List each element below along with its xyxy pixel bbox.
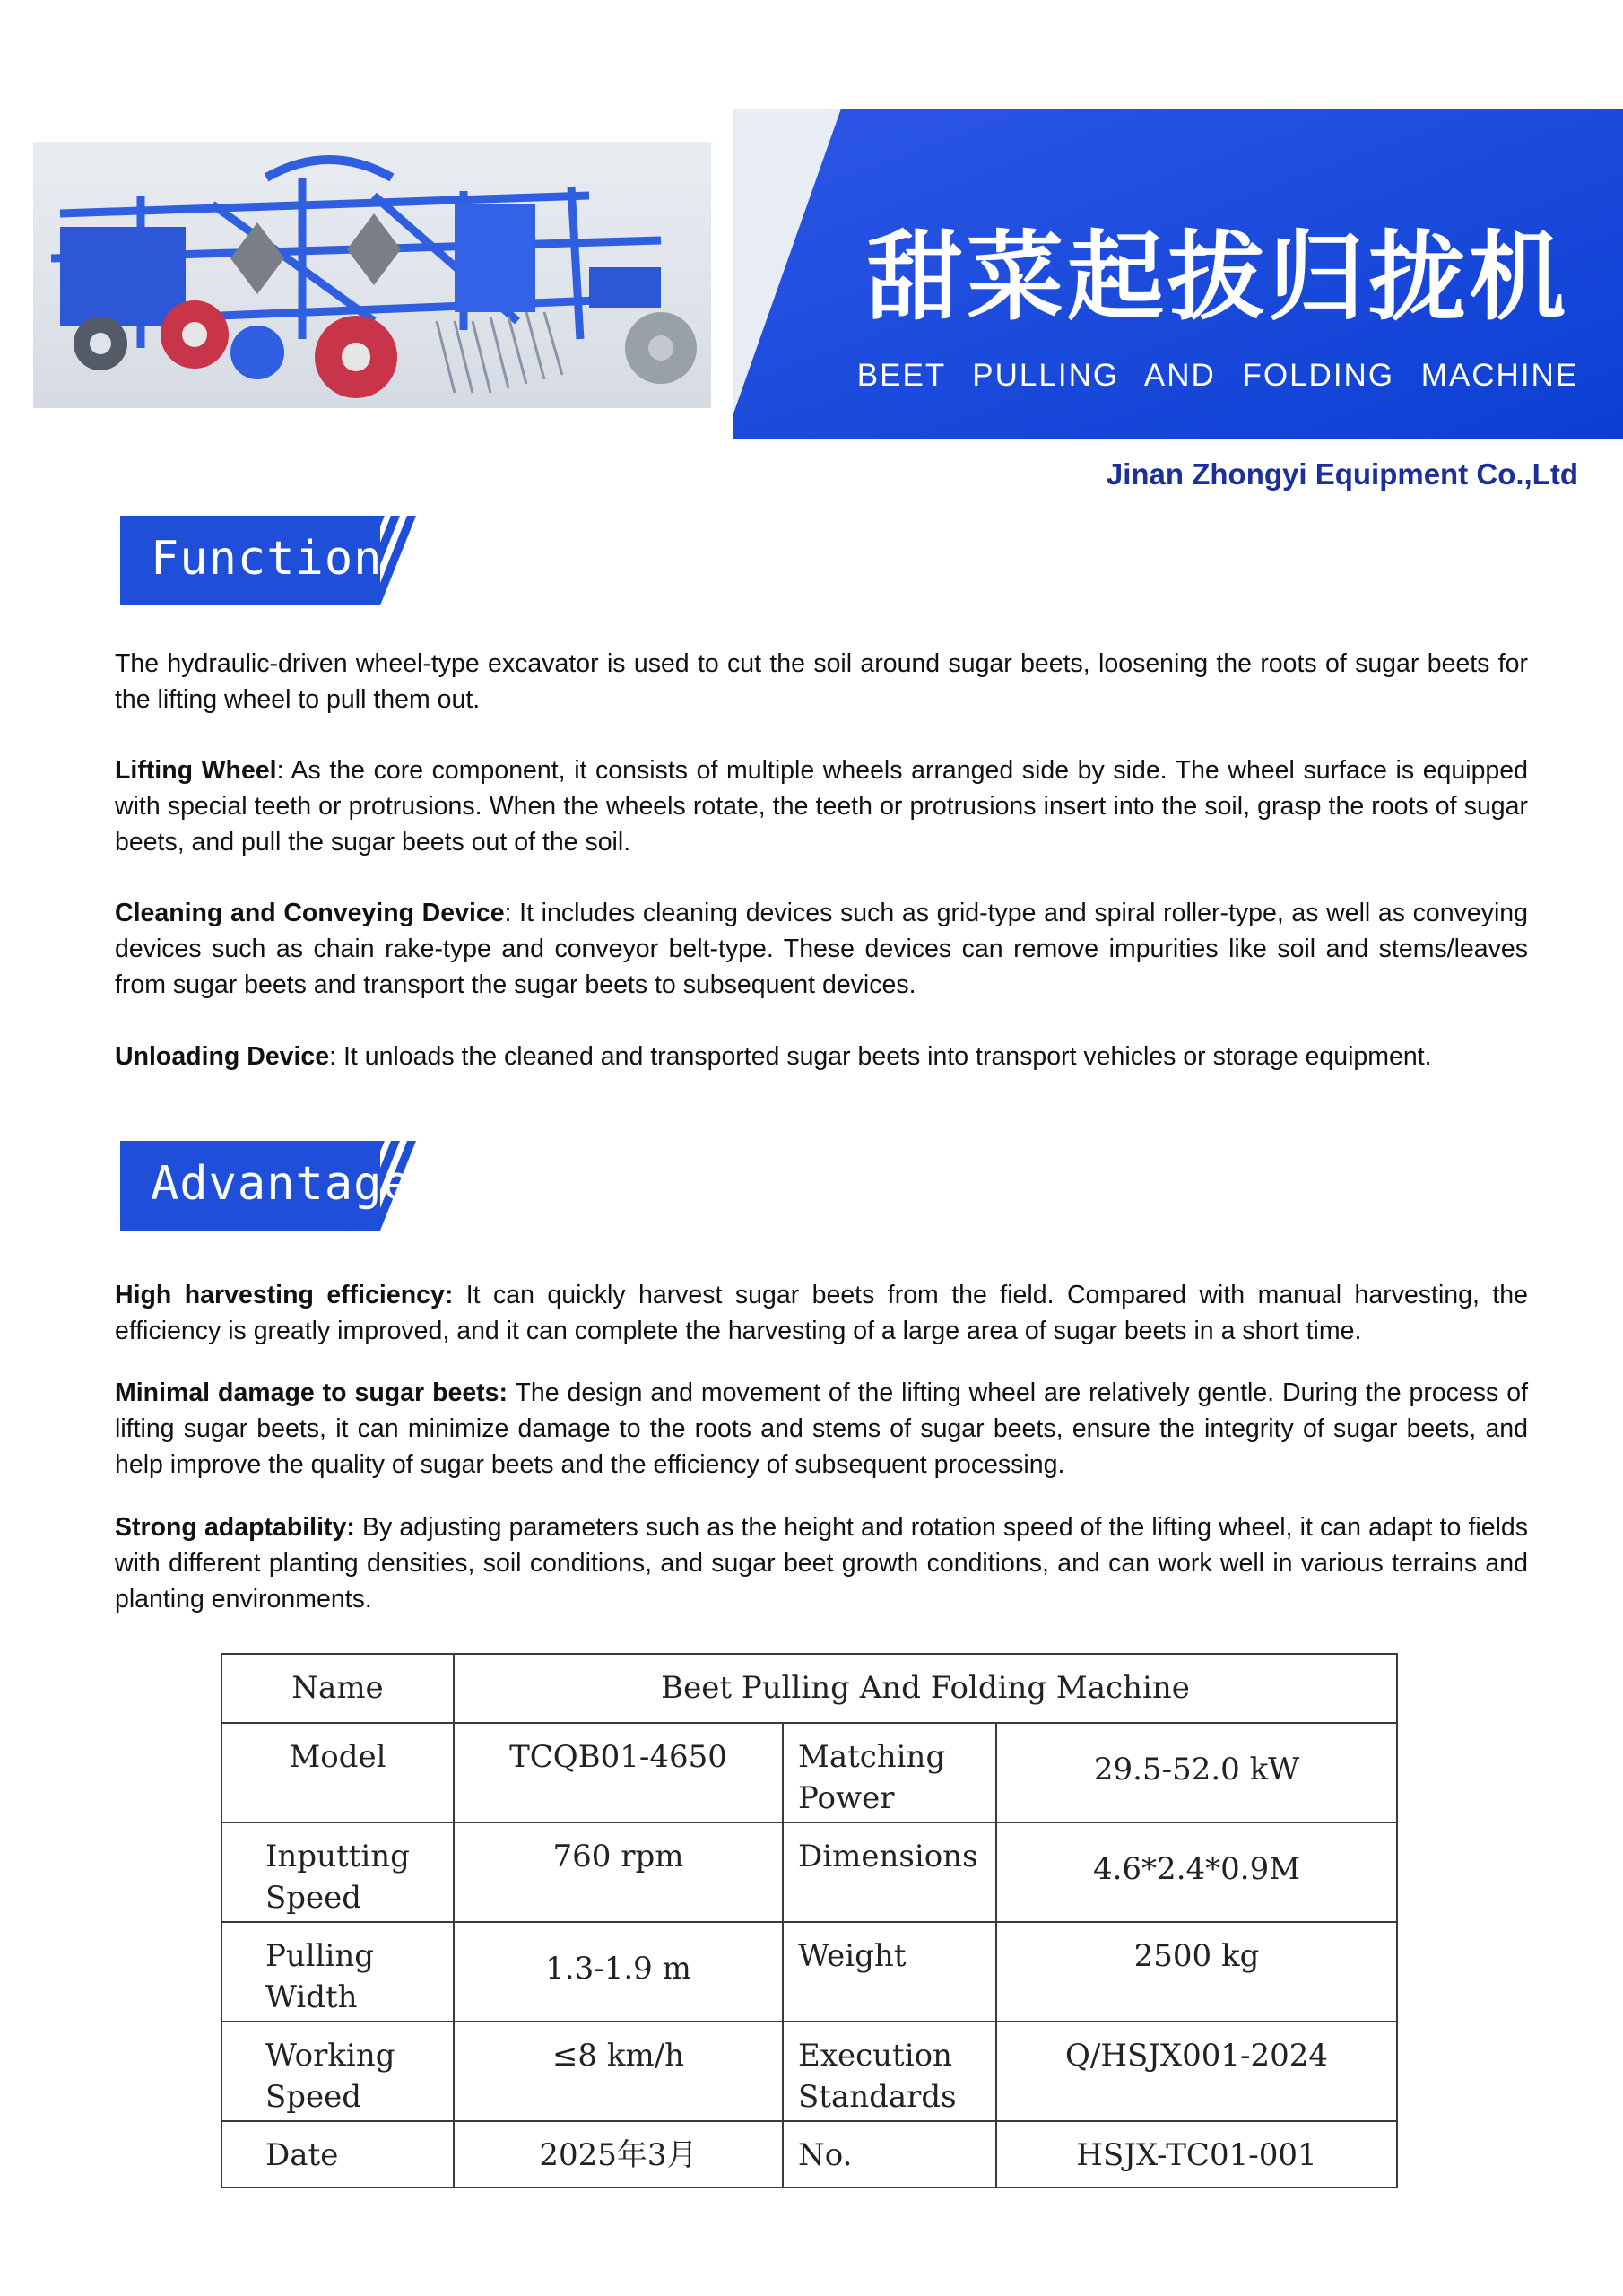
function-item-unloading — [115, 1039, 1528, 1074]
spec-value-name: Beet Pulling And Folding Machine — [454, 1654, 1397, 1723]
spec-key: No. — [783, 2121, 996, 2187]
spec-value: 29.5-52.0 kW — [996, 1723, 1397, 1822]
title-banner — [733, 109, 1623, 439]
function-intro: The hydraulic-driven wheel-type excavator is used to cut the soil around sugar beets, loosening the roots of sugar beets for the lifting wheel to pull them out. — [115, 649, 1528, 714]
spec-key: Weight — [783, 1922, 996, 2022]
title-english: BEET PULLING AND FOLDING MACHINE — [856, 358, 1579, 393]
machine-illustration — [33, 142, 711, 408]
spec-value: 4.6*2.4*0.9M — [996, 1822, 1397, 1922]
item-text: The design and movement of the lifting wheel are relatively gentle. During the process of lifting sugar beets, it can minimize damage to the roots and stems of sugar beets, ensure the integrity of sugar beets, and help improve the quality of sugar beets and the efficiency of subsequent processing. — [115, 1378, 1528, 1479]
advantage-heading-badge — [120, 1141, 443, 1231]
spec-key: Pulling Width — [221, 1922, 454, 2022]
item-text: : It includes cleaning devices such as grid-type and spiral roller-type, as well as conveying devices such as chain rake-type and conveyor belt-type. These devices can remove impurities like soil and stems/leaves from sugar beets and transport the sugar beets to subsequent devices. — [115, 899, 1528, 999]
advantage-heading: Advantage — [151, 1157, 412, 1211]
function-heading-badge — [120, 516, 443, 605]
table-row — [221, 1654, 1397, 1723]
spec-value: TCQB01-4650 — [454, 1723, 783, 1822]
advantage-item-minimal-damage — [115, 1375, 1528, 1483]
function-item-lifting-wheel — [115, 752, 1528, 860]
spec-key: Model — [221, 1723, 454, 1822]
function-item-cleaning-conveying — [115, 895, 1528, 1003]
item-text: : It unloads the cleaned and transported sugar beets into transport vehicles or storage equipment. — [329, 1042, 1432, 1071]
advantage-item-efficiency — [115, 1277, 1528, 1349]
spec-key: Working Speed — [221, 2022, 454, 2121]
item-term: Strong adaptability: — [115, 1513, 355, 1542]
item-term: Minimal damage to sugar beets: — [115, 1378, 508, 1407]
item-text: By adjusting parameters such as the height and rotation speed of the lifting wheel, it can adapt to fields with different planting densities, soil conditions, and sugar beet growth conditions, and can work well in various terrains and planting environments. — [115, 1513, 1529, 1613]
function-heading: Function — [151, 532, 383, 586]
item-text: : As the core component, it consists of multiple wheels arranged side by side. The wheel surface is equipped with special teeth or protrusions. When the wheels rotate, the teeth or protrusions insert into the soil, grasp the roots of sugar beets, and pull the sugar beets out of the soil. — [115, 756, 1528, 857]
table-row — [221, 1922, 1397, 2022]
table-row — [221, 1723, 1397, 1822]
spec-key: Inputting Speed — [221, 1822, 454, 1922]
spec-value: 2025年3月 — [454, 2121, 783, 2187]
spec-value: 2500 kg — [996, 1922, 1397, 2022]
spec-key: Execution Standards — [783, 2022, 996, 2121]
item-term: High harvesting efficiency: — [115, 1281, 454, 1309]
spec-label-name: Name — [221, 1654, 454, 1723]
item-text: It can quickly harvest sugar beets from the field. Compared with manual harvesting, the efficiency is greatly improved, and it can complete the harvesting of a large area of sugar beets in a short time. — [115, 1281, 1528, 1345]
title-chinese: 甜菜起拔归拢机 — [865, 222, 1569, 334]
table-row — [221, 2121, 1397, 2187]
beet-machine-image — [33, 142, 711, 408]
spec-key: Matching Power — [783, 1723, 996, 1822]
table-row — [221, 1822, 1397, 1922]
item-term: Unloading Device — [115, 1042, 330, 1071]
company-name: Jinan Zhongyi Equipment Co.,Ltd — [1106, 457, 1578, 491]
item-term: Cleaning and Conveying Device — [115, 899, 505, 927]
spec-value: HSJX-TC01-001 — [996, 2121, 1397, 2187]
spec-table — [221, 1653, 1398, 2188]
item-term: Lifting Wheel — [115, 756, 277, 785]
spec-value: Q/HSJX001-2024 — [996, 2022, 1397, 2121]
spec-key: Dimensions — [783, 1822, 996, 1922]
spec-value: 1.3-1.9 m — [454, 1922, 783, 2022]
spec-value: 760 rpm — [454, 1822, 783, 1922]
advantage-item-adaptability — [115, 1509, 1528, 1617]
table-row — [221, 2022, 1397, 2121]
spec-key: Date — [221, 2121, 454, 2187]
spec-value: ≤8 km/h — [454, 2022, 783, 2121]
